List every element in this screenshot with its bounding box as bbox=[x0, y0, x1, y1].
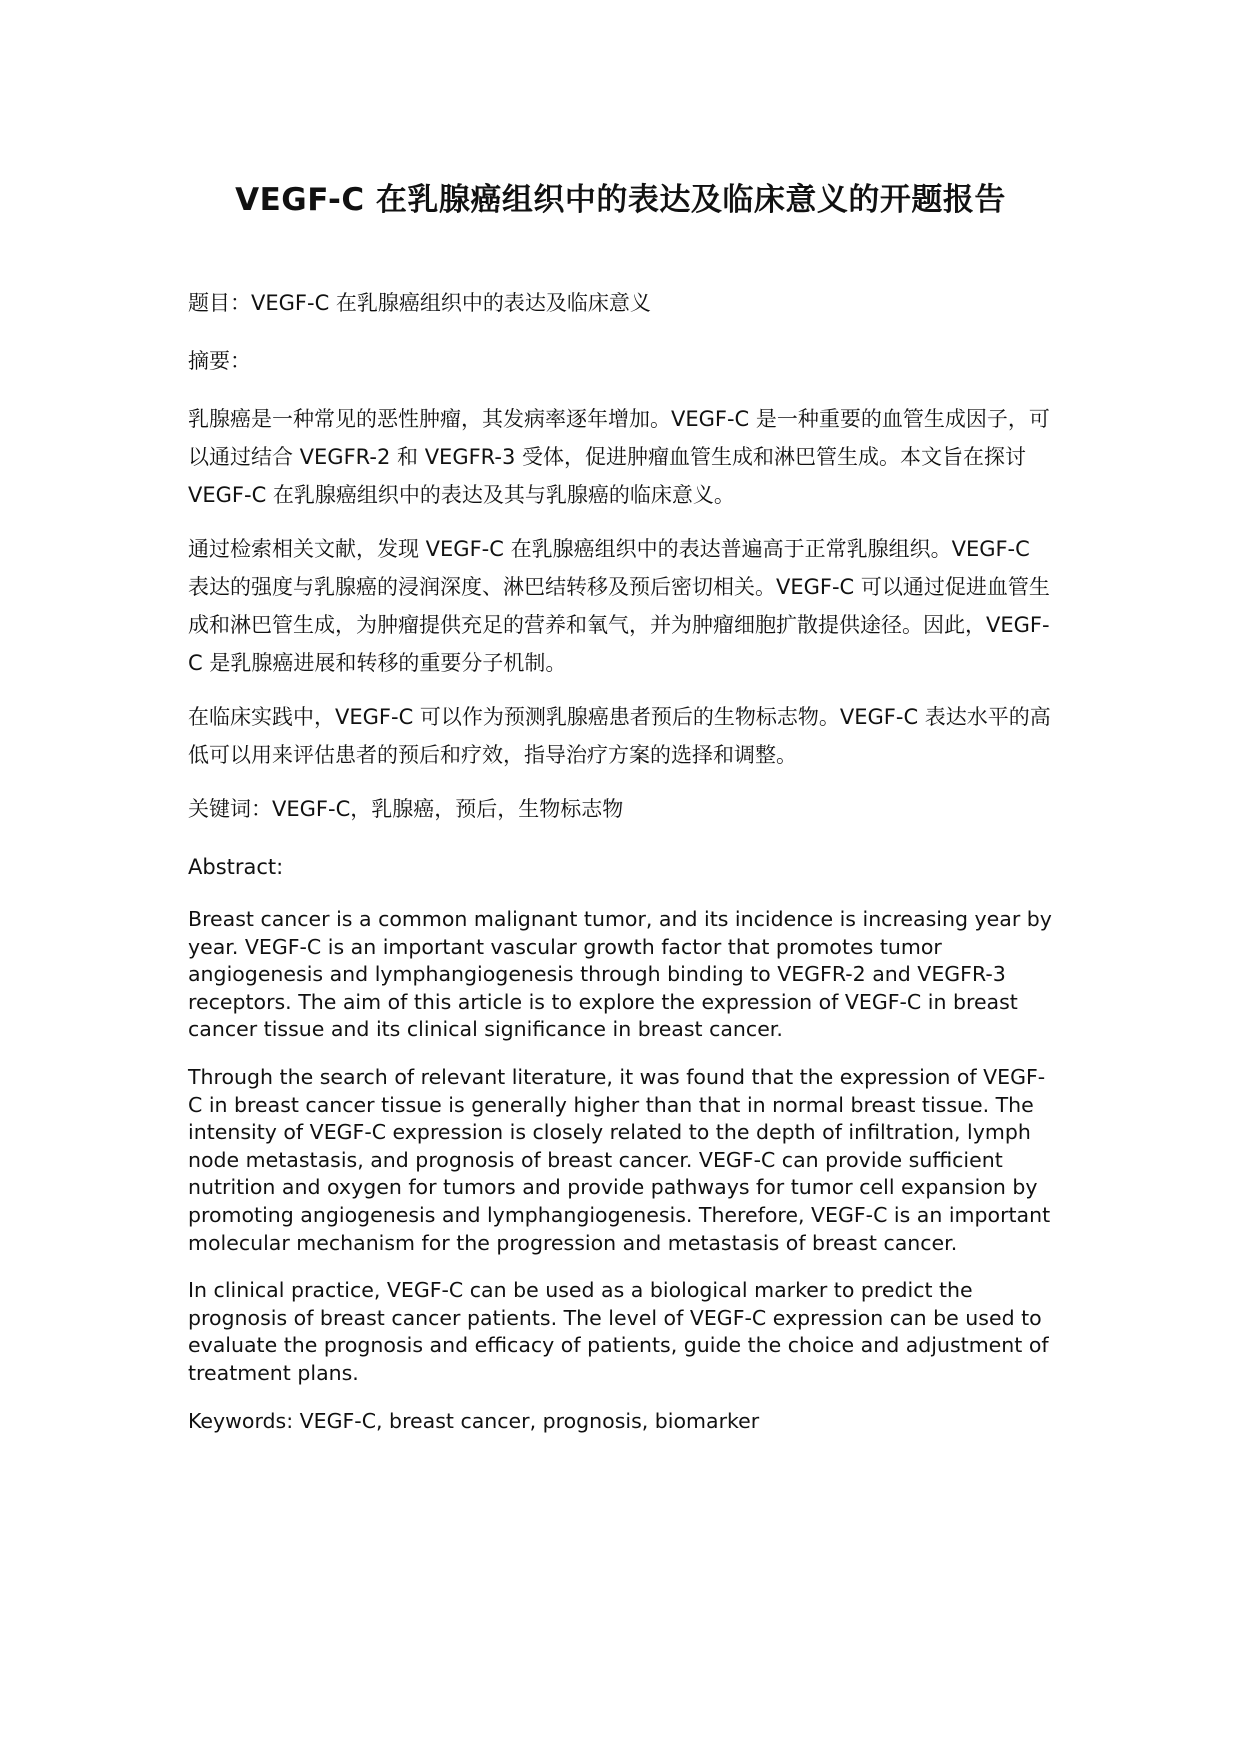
en-paragraph: Through the search of relevant literature, it was found that the expression of VEGF-C in breast cancer tissue is generally higher than that in normal breast tissue. The intensity of VEGF-C expression is closely related to the depth of infiltration, lymph node metastasis, and prognosis of breast cancer. VEGF-C can provide sufficient nutrition and oxygen for tumors and provide pathways for tumor cell expansion by promoting angiogenesis and lymphangiogenesis. Therefore, VEGF-C is an important molecular mechanism for the progression and metastasis of breast cancer. bbox=[188, 1064, 1051, 1255]
keywords-cn: 关键词：VEGF-C，乳腺癌，预后，生物标志物 bbox=[188, 797, 624, 821]
document-title: VEGF-C 在乳腺癌组织中的表达及临床意义的开题报告 bbox=[235, 182, 1006, 218]
abstract-cn-label: 摘要： bbox=[188, 349, 251, 373]
cn-paragraph: 乳腺癌是一种常见的恶性肿瘤，其发病率逐年增加。VEGF-C 是一种重要的血管生成因子，可以通过结合 VEGFR-2 和 VEGFR-3 受体，促进肿瘤血管生成和淋巴管生成。本文旨在探讨 VEGF-C 在乳腺癌组织中的表达及其与乳腺癌的临床意义。 bbox=[188, 407, 1050, 507]
en-paragraph: In clinical practice, VEGF-C can be used as a biological marker to predict the prognosis of breast cancer patients. The level of VEGF-C expression can be used to evaluate the prognosis and efficacy of patients, guide the choice and adjustment of treatment plans. bbox=[188, 1278, 1049, 1385]
document-body bbox=[188, 284, 1054, 1435]
topic-line: 题目：VEGF-C 在乳腺癌组织中的表达及临床意义 bbox=[188, 291, 651, 315]
abstract-en-label: Abstract: bbox=[188, 855, 284, 879]
en-paragraph: Breast cancer is a common malignant tumor, and its incidence is increasing year by year. VEGF-C is an important vascular growth factor that promotes tumor angiogenesis and lymphangiogenesis through binding to VEGFR-2 and VEGFR-3 receptors. The aim of this article is to explore the expression of VEGF-C in breast cancer tissue and its clinical significance in breast cancer. bbox=[188, 907, 1052, 1042]
cn-paragraph: 通过检索相关文献，发现 VEGF-C 在乳腺癌组织中的表达普遍高于正常乳腺组织。VEGF-C 表达的强度与乳腺癌的浸润深度、淋巴结转移及预后密切相关。VEGF-C 可以通过促进血管生成和淋巴管生成，为肿瘤提供充足的营养和氧气，并为肿瘤细胞扩散提供途径。因此，VEGF-C 是乳腺癌进展和转移的重要分子机制。 bbox=[188, 537, 1050, 675]
cn-paragraph: 在临床实践中，VEGF-C 可以作为预测乳腺癌患者预后的生物标志物。VEGF-C 表达水平的高低可以用来评估患者的预后和疗效，指导治疗方案的选择和调整。 bbox=[188, 705, 1051, 767]
keywords-en: Keywords: VEGF-C, breast cancer, prognosis, biomarker bbox=[188, 1408, 760, 1433]
